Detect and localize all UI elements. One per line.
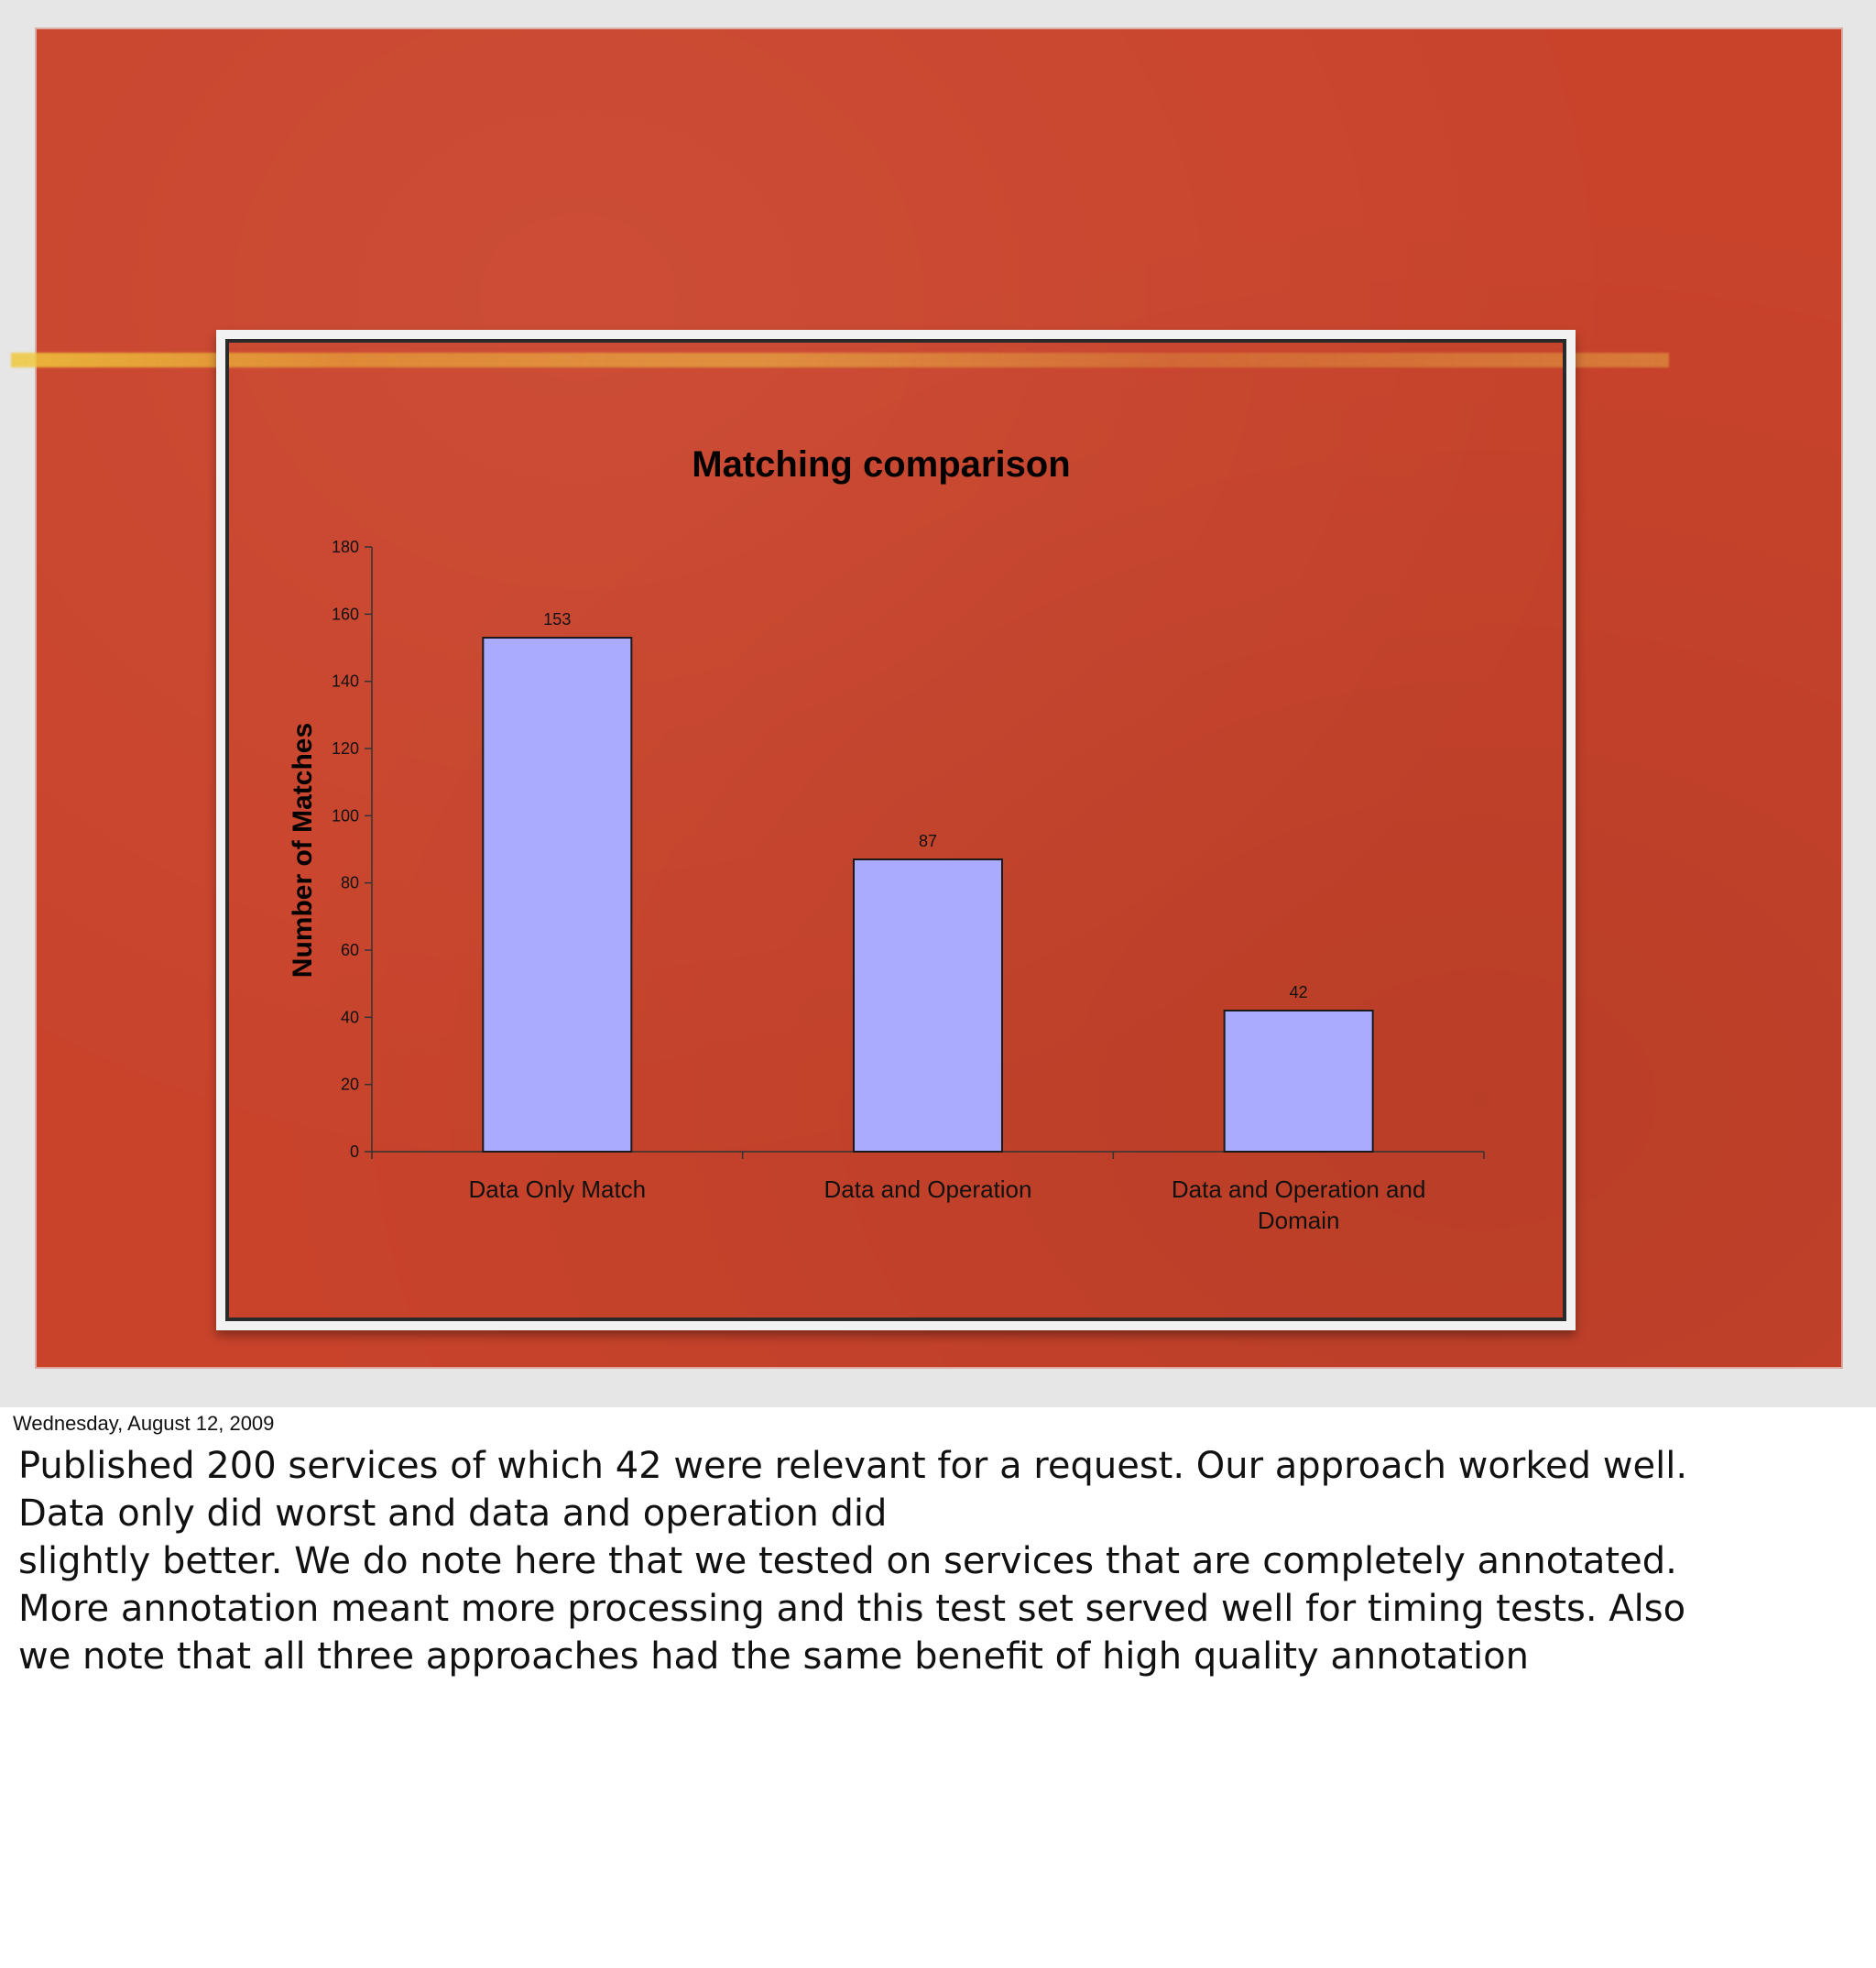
notes-line: slightly better. We do note here that we tested on services that are completely annotated. — [18, 1540, 1677, 1582]
y-tick-label: 60 — [340, 941, 359, 959]
x-category-label: Data and Operation — [823, 1175, 1032, 1203]
y-tick-label: 100 — [331, 806, 359, 825]
y-tick-label: 120 — [331, 739, 359, 758]
y-tick-label: 180 — [331, 538, 359, 556]
chart-title: Matching comparison — [692, 444, 1071, 485]
bar — [854, 859, 1002, 1152]
notes-line: More annotation meant more processing and this test set served well for timing tests. Also — [18, 1588, 1686, 1630]
plot-area — [332, 538, 1484, 1234]
data-label: 87 — [918, 832, 938, 850]
notes-line: we note that all three approaches had the same benefit of high quality annotation — [18, 1635, 1529, 1678]
notes-line: Data only did worst and data and operation did — [18, 1492, 888, 1535]
y-tick-label: 80 — [340, 873, 359, 892]
notes-line: Published 200 services of which 42 were relevant for a request. Our approach worked well. — [18, 1445, 1688, 1487]
x-category-label: Data and Operation and — [1171, 1175, 1426, 1203]
data-label: 42 — [1289, 983, 1308, 1001]
y-tick-label: 20 — [340, 1075, 359, 1094]
x-category-label: Data Only Match — [468, 1175, 647, 1203]
y-tick-label: 140 — [331, 672, 359, 691]
speaker-notes — [18, 1442, 1850, 1680]
y-tick-label: 160 — [331, 605, 359, 624]
y-tick-label: 0 — [349, 1143, 359, 1161]
bar — [483, 638, 631, 1152]
bar — [1225, 1011, 1373, 1152]
x-category-label: Domain — [1257, 1207, 1340, 1234]
data-label: 153 — [543, 610, 572, 629]
slide-date: Wednesday, August 12, 2009 — [13, 1412, 275, 1435]
y-axis-title: Number of Matches — [288, 722, 318, 979]
y-tick-label: 40 — [340, 1008, 359, 1027]
